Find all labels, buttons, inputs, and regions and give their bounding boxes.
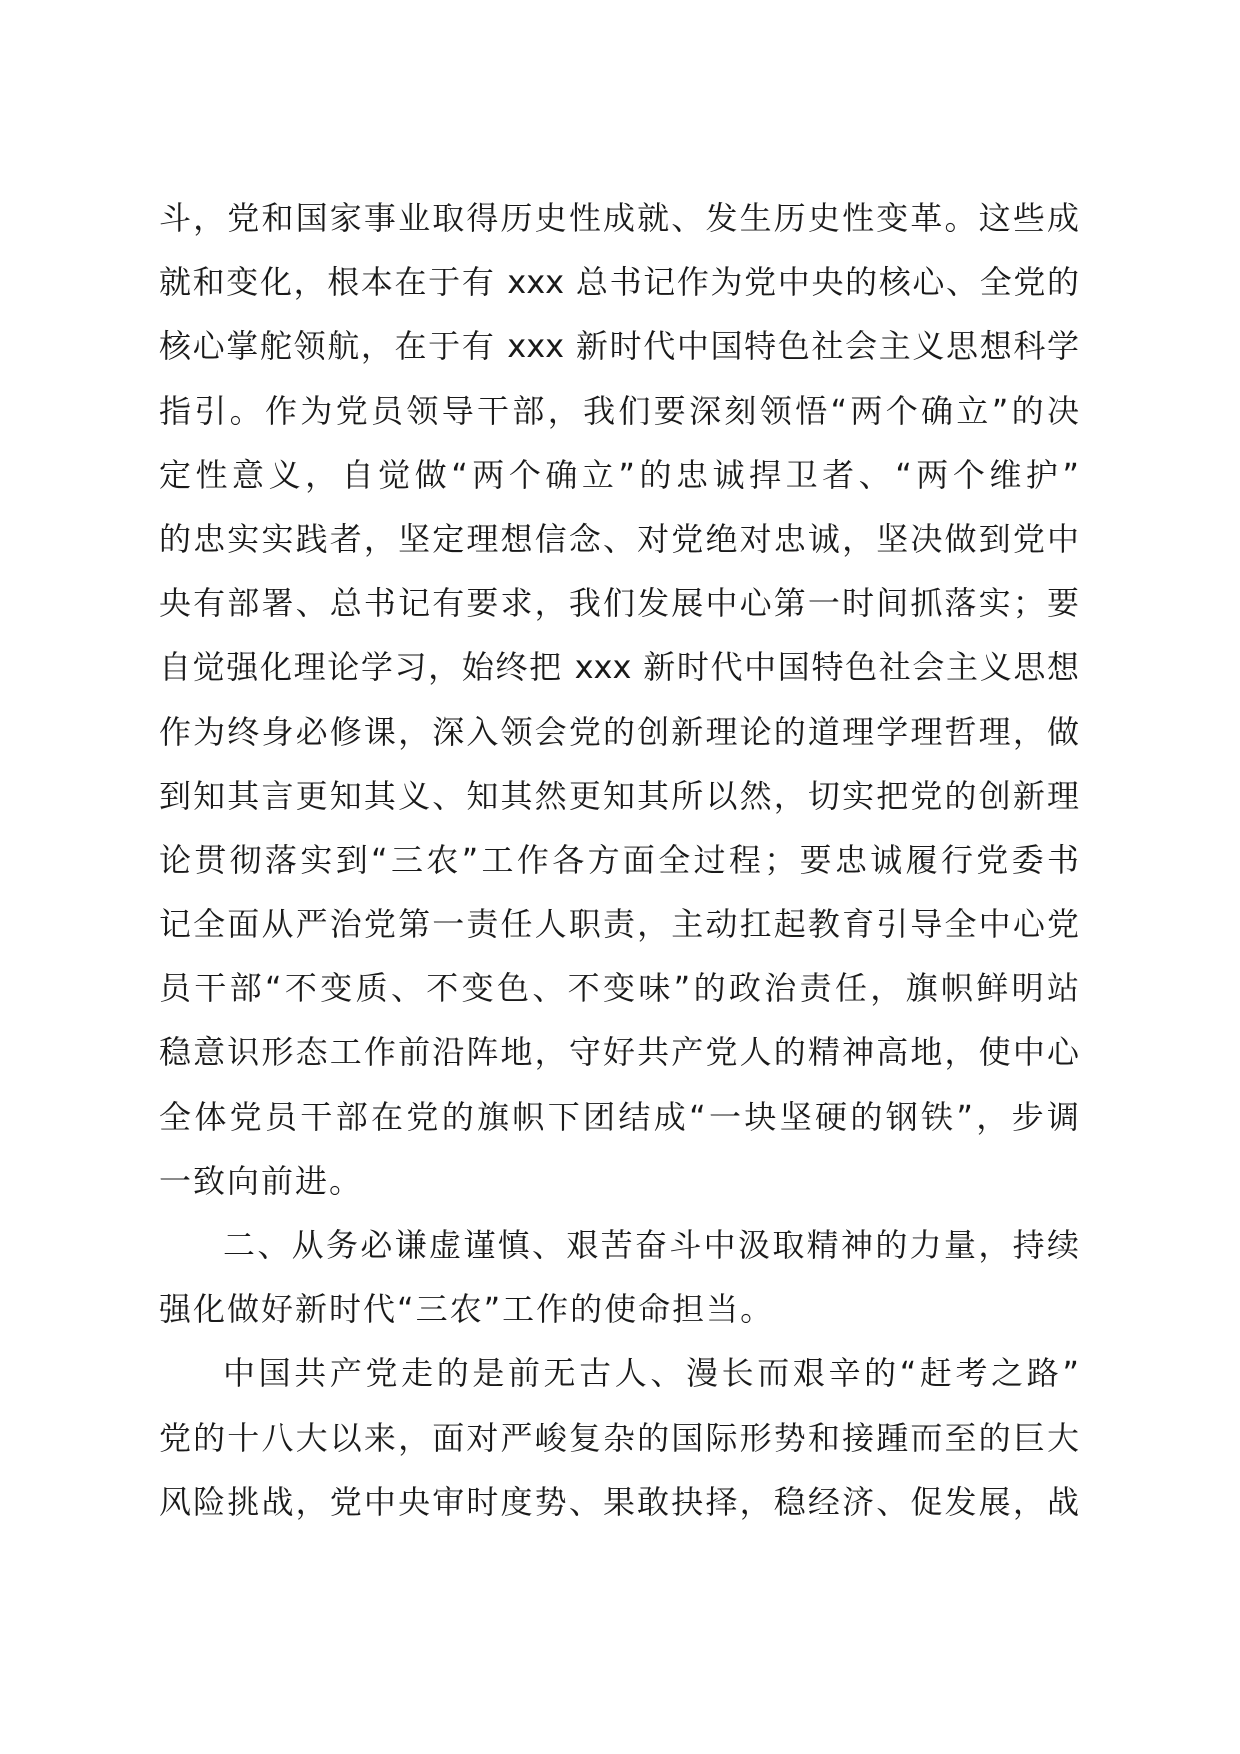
text-line: 的忠实实践者，坚定理想信念、对党绝对忠诚，坚决做到党中 — [159, 519, 1079, 558]
text-line: 定性意义，自觉做“两个确立”的忠诚捍卫者、“两个维护” — [159, 455, 1079, 494]
text-line: 风险挑战，党中央审时度势、果敢抉择，稳经济、促发展，战 — [159, 1482, 1079, 1521]
section-heading-line: 强化做好新时代“三农”工作的使命担当。 — [159, 1290, 775, 1329]
section-heading-line: 二、从务必谦虚谨慎、艰苦奋斗中汲取精神的力量，持续 — [223, 1226, 1079, 1264]
text-line: 中国共产党走的是前无古人、漫长而艰辛的“赶考之路” — [223, 1354, 1079, 1393]
text-line: 核心掌舵领航，在于有 xxx 新时代中国特色社会主义思想科学 — [159, 327, 1079, 366]
text-line: 全体党员干部在党的旗帜下团结成“一块坚硬的钢铁”，步调 — [159, 1097, 1079, 1136]
text-line: 员干部“不变质、不变色、不变味”的政治责任，旗帜鲜明站 — [159, 969, 1079, 1008]
text-line: 就和变化，根本在于有 xxx 总书记作为党中央的核心、全党的 — [159, 263, 1079, 302]
text-line: 论贯彻落实到“三农”工作各方面全过程；要忠诚履行党委书 — [159, 840, 1079, 879]
text-line: 自觉强化理论学习，始终把 xxx 新时代中国特色社会主义思想 — [159, 648, 1079, 687]
text-line: 记全面从严治党第一责任人职责，主动扛起教育引导全中心党 — [159, 905, 1079, 944]
text-line: 作为终身必修课，深入领会党的创新理论的道理学理哲理，做 — [159, 712, 1079, 751]
text-line: 指引。作为党员领导干部，我们要深刻领悟“两个确立”的决 — [159, 391, 1079, 430]
text-line: 斗，党和国家事业取得历史性成就、发生历史性变革。这些成 — [159, 199, 1079, 237]
text-line: 央有部署、总书记有要求，我们发展中心第一时间抓落实；要 — [159, 584, 1079, 623]
document-body — [159, 186, 1079, 1534]
text-line: 一致向前进。 — [159, 1161, 364, 1200]
text-line: 党的十八大以来，面对严峻复杂的国际形势和接踵而至的巨大 — [159, 1418, 1079, 1457]
text-line: 稳意识形态工作前沿阵地，守好共产党人的精神高地，使中心 — [159, 1033, 1079, 1072]
text-line: 到知其言更知其义、知其然更知其所以然，切实把党的创新理 — [159, 776, 1079, 815]
